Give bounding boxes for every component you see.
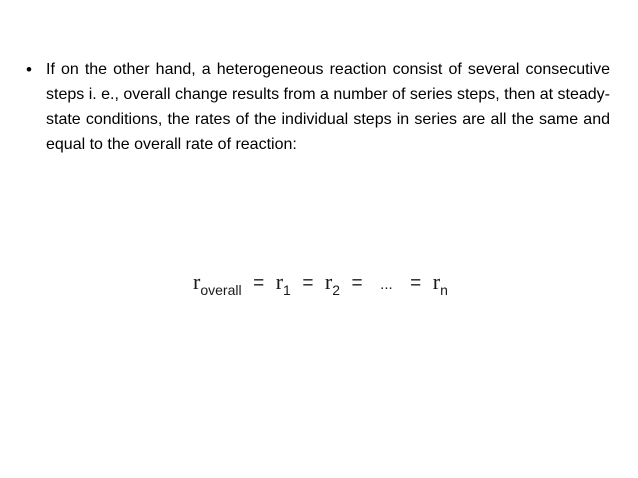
bullet-icon: • [26, 60, 32, 79]
equals-sign: = [351, 273, 363, 294]
term-subscript: 1 [283, 282, 291, 298]
equals-sign: = [302, 273, 314, 294]
term-base: r [275, 269, 284, 294]
equation-term-r-1 [276, 262, 291, 310]
term-subscript: n [440, 282, 448, 298]
equation-term-r-2 [325, 262, 340, 310]
rate-equation [193, 262, 448, 302]
term-base: r [324, 269, 333, 294]
bullet-item [26, 57, 610, 157]
term-base: r [193, 269, 201, 294]
term-base: r [432, 269, 441, 294]
equation-term-r-overall [193, 262, 242, 310]
bullet-paragraph: If on the other hand, a heterogeneous reaction consist of several consecutive steps i. e., overall change results from a number of series steps, then at steady-state conditions, the rates of the individual steps in series are all the same and equal to the overall rate of reaction: [46, 61, 610, 153]
equals-sign: = [410, 273, 422, 294]
term-subscript: overall [200, 282, 242, 298]
equation-term-r-n [433, 262, 448, 310]
equals-sign: = [253, 273, 265, 294]
ellipsis: ... [380, 276, 393, 293]
term-subscript: 2 [332, 282, 341, 298]
